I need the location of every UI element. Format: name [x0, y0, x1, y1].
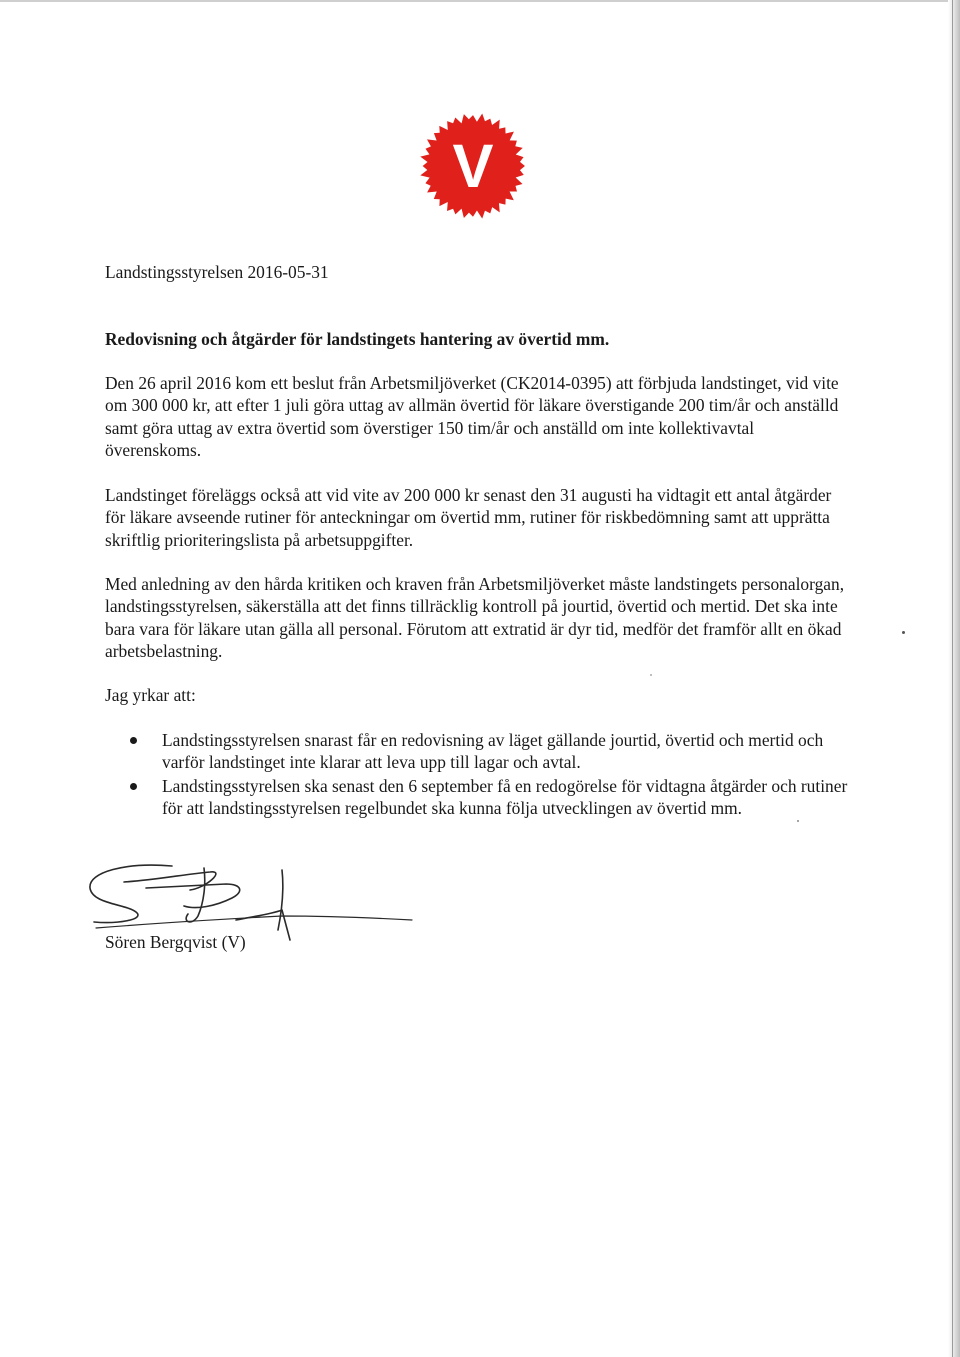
- paragraph-injunction: Landstinget föreläggs också att vid vite av 200 000 kr senast den 31 augusti ha vidtagit ett antal åtgärder för läkare avseende rutiner för anteckningar om övertid mm, rutiner för riskbedömning samt att upprätta skriftlig prioriteringslista på arbetsuppgifter.: [105, 485, 832, 550]
- bullet-icon: [130, 783, 137, 790]
- list-item-text: Landstingsstyrelsen ska senast den 6 september få en redogörelse för vidtagna åtgärder och rutiner för att landstingsstyrelsen regelbundet ska kunna följa utvecklingen av övertid mm.: [162, 775, 848, 818]
- proposal-list: [105, 729, 865, 820]
- logo-letter: V: [452, 132, 494, 202]
- proposal-intro: Jag yrkar att:: [105, 685, 196, 705]
- document-heading: Redovisning och åtgärder för landstingets hantering av övertid mm.: [105, 329, 610, 349]
- scan-speck: [797, 820, 799, 822]
- list-item: [105, 729, 865, 774]
- scan-right-edge: [948, 0, 960, 1357]
- scan-speck: [650, 674, 652, 676]
- bullet-icon: [130, 737, 137, 744]
- scan-speck: [902, 631, 905, 634]
- party-logo-icon: [420, 113, 526, 219]
- list-item-text: Landstingsstyrelsen snarast får en redovisning av läget gällande jourtid, övertid och mertid och varför landstinget inte klarar att leva upp till lagar och avtal.: [162, 730, 824, 773]
- paragraph-decision: Den 26 april 2016 kom ett beslut från Arbetsmiljöverket (CK2014-0395) att förbjuda landstinget, vid vite om 300 000 kr, att efter 1 juli göra uttag av allmän övertid för läkare överstigande 200 tim/år och anställd samt göra uttag av extra övertid som överstiger 150 tim/år och anställd om inte kollektivavtal överenskoms.: [105, 373, 839, 460]
- list-item: [105, 775, 865, 820]
- date-line: Landstingsstyrelsen 2016-05-31: [105, 262, 329, 282]
- paragraph-motivation: Med anledning av den hårda kritiken och kraven från Arbetsmiljöverket måste landstingets personalorgan, landstingsstyrelsen, säkerställa att det finns tillräcklig kontroll på jourtid, övertid och mertid. Det ska inte bara vara för läkare utan gälla all personal. Förutom att extratid är dyr tid, medför det framför allt en ökad arbetsbelastning.: [105, 574, 845, 661]
- signer-name: Sören Bergqvist (V): [105, 932, 246, 952]
- scan-top-edge: [0, 0, 960, 2]
